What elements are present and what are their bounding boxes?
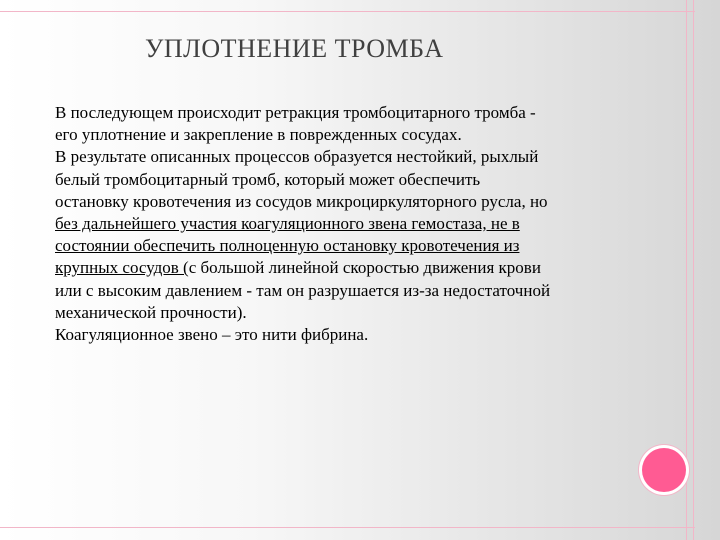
body-line: В последующем происходит ретракция тромбоцитарного тромба - <box>55 103 536 122</box>
body-line-underlined: состоянии обеспечить полноценную остановку кровотечения из <box>55 236 520 256</box>
body-line: Коагуляционное звено – это нити фибрина. <box>55 325 369 345</box>
body-line: В результате описанных процессов образуется нестойкий, рыхлый <box>55 147 539 167</box>
frame-top-line <box>0 11 695 12</box>
body-line: механической прочности). <box>55 302 247 322</box>
frame-right-line-outer <box>693 0 694 540</box>
frame-bottom-line <box>0 527 695 528</box>
frame-right-line-inner <box>686 0 687 540</box>
slide-title: УПЛОТНЕНИЕ ТРОМБА <box>145 34 444 63</box>
pink-circle-decoration <box>642 448 686 492</box>
body-line: белый тромбоцитарный тромб, который может обеспечить <box>55 169 481 189</box>
slide-body <box>55 102 655 346</box>
body-line-mixed <box>55 257 655 279</box>
underlined-fragment: крупных сосудов ( <box>55 258 189 278</box>
plain-fragment: с большой линейной скоростью движения крови <box>188 258 541 278</box>
body-line-underlined: без дальнейшего участия коагуляционного звена гемостаза, не в <box>55 214 520 234</box>
body-line: или с высоким давлением - там он разрушается из-за недостаточной <box>55 280 551 300</box>
body-line: остановку кровотечения из сосудов микроциркуляторного русла, но <box>55 191 548 211</box>
body-line: его уплотнение и закрепление в поврежденных сосудах. <box>55 125 462 145</box>
